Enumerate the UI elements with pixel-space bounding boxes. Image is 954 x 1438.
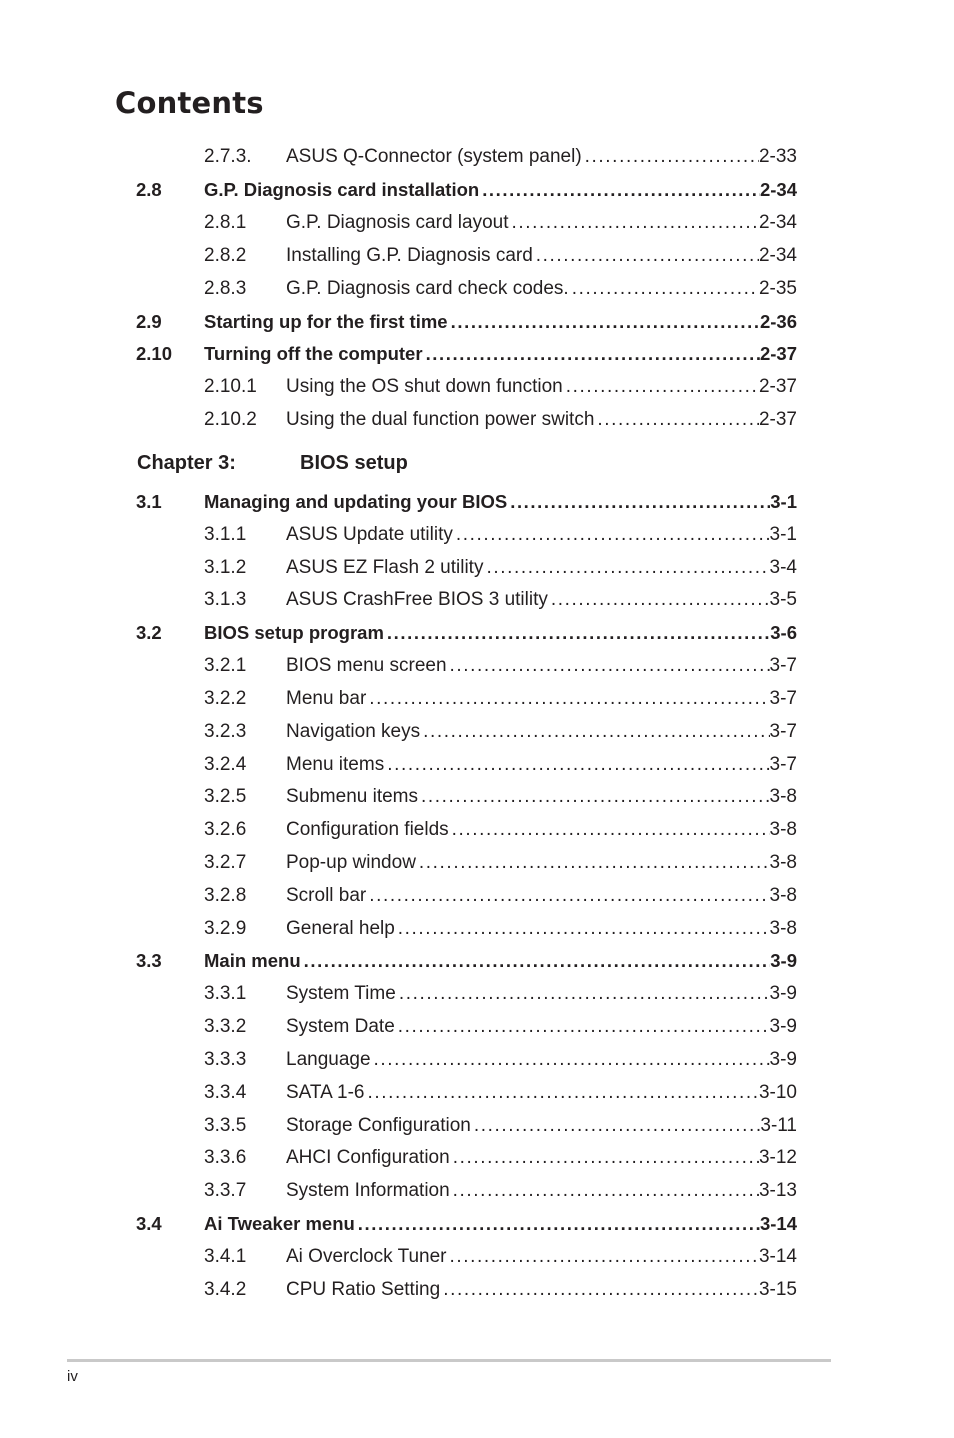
- toc-entry-number: 2.8: [136, 178, 162, 200]
- toc-subsection-entry[interactable]: [0, 206, 954, 239]
- toc-subsection-entry[interactable]: [0, 272, 954, 305]
- toc-entry-title: ASUS Q-Connector (system panel): [286, 146, 582, 167]
- toc-entry-number: 3.2.7: [204, 852, 247, 874]
- toc-entry-leader-line: [204, 173, 797, 206]
- toc-entry-number: 2.7.3.: [204, 146, 252, 167]
- toc-entry-leader-line: [286, 780, 797, 813]
- dot-leader: [384, 616, 770, 649]
- dot-leader: [448, 305, 760, 338]
- toc-subsection-entry[interactable]: [0, 1141, 954, 1174]
- dot-leader: [483, 551, 769, 584]
- toc-subsection-entry[interactable]: [0, 140, 954, 173]
- toc-entry-number: 2.8.1: [204, 211, 247, 233]
- dot-leader: [301, 944, 771, 977]
- toc-subsection-entry[interactable]: [0, 518, 954, 551]
- toc-entry-leader-line: [204, 337, 797, 370]
- toc-entry-title: BIOS menu screen: [286, 655, 447, 677]
- toc-entry-page: 3-5: [769, 589, 797, 611]
- dot-leader: [569, 272, 759, 305]
- dot-leader: [366, 682, 769, 715]
- dot-leader: [447, 1240, 759, 1273]
- dot-leader: [384, 748, 769, 781]
- toc-entry-page: 3-4: [769, 556, 797, 578]
- toc-entry-number: 3.2.3: [204, 720, 247, 742]
- toc-entry-leader-line: [286, 583, 797, 616]
- toc-entry-page: 3-11: [760, 1114, 797, 1136]
- toc-entry-page: 3-7: [769, 720, 797, 742]
- toc-entry-leader-line: [286, 403, 797, 436]
- toc-subsection-entry[interactable]: [0, 879, 954, 912]
- toc-entry-leader-line: [286, 977, 797, 1010]
- toc-entry-title: Using the OS shut down function: [286, 376, 563, 398]
- toc-entry-leader-line: [286, 649, 797, 682]
- toc-entry-title: Main menu: [204, 950, 301, 972]
- toc-entry-page: 3-15: [758, 1278, 797, 1300]
- toc-entry-page: 2-34: [759, 178, 797, 200]
- toc-entry-number: 3.4.2: [204, 1278, 247, 1300]
- dot-leader: [548, 583, 770, 616]
- toc-subsection-entry[interactable]: [0, 1273, 954, 1306]
- toc-entry-title: AHCI Configuration: [286, 1147, 450, 1169]
- toc-subsection-entry[interactable]: [0, 1240, 954, 1273]
- toc-entry-leader-line: [204, 944, 797, 977]
- toc-entry-number: 3.1.3: [204, 589, 247, 611]
- dot-leader: [450, 1141, 759, 1174]
- toc-entry-number: 2.8.2: [204, 244, 247, 266]
- toc-entry-page: 3-9: [770, 950, 797, 972]
- dot-leader: [509, 206, 759, 239]
- toc-entry-leader-line: [286, 140, 797, 173]
- dot-leader: [449, 813, 770, 846]
- toc-entry-leader-line: [286, 748, 797, 781]
- dot-leader: [471, 1109, 761, 1142]
- dot-leader: [453, 518, 770, 551]
- dot-leader: [450, 1174, 759, 1207]
- toc-entry-title: ASUS Update utility: [286, 523, 453, 545]
- toc-entry-number: 3.2: [136, 622, 162, 644]
- toc-entry-title: Installing G.P. Diagnosis card: [286, 244, 533, 266]
- toc-entry-leader-line: [286, 1141, 797, 1174]
- toc-subsection-entry[interactable]: [0, 780, 954, 813]
- dot-leader: [355, 1207, 760, 1240]
- toc-entry-title: Storage Configuration: [286, 1114, 471, 1136]
- toc-entry-number: 3.3.3: [204, 1048, 247, 1070]
- toc-entry-leader-line: [286, 1076, 797, 1109]
- toc-section-entry[interactable]: [0, 173, 954, 206]
- toc-entry-page: 3-1: [770, 491, 797, 512]
- dot-leader: [365, 1076, 759, 1109]
- toc-entry-number: 3.2.2: [204, 687, 247, 709]
- toc-entry-page: 3-8: [769, 819, 797, 841]
- toc-entry-title: Using the dual function power switch: [286, 409, 595, 431]
- toc-entry-title: Pop-up window: [286, 852, 416, 874]
- dot-leader: [582, 140, 759, 173]
- toc-entry-number: 3.1.2: [204, 556, 247, 578]
- toc-entry-page: 3-7: [769, 753, 797, 775]
- toc-section-entry[interactable]: [0, 616, 954, 649]
- dot-leader: [418, 780, 770, 813]
- toc-entry-leader-line: [286, 272, 797, 305]
- toc-subsection-entry[interactable]: [0, 748, 954, 781]
- toc-subsection-entry[interactable]: [0, 977, 954, 1010]
- toc-subsection-entry[interactable]: [0, 715, 954, 748]
- toc-entry-number: 3.2.5: [204, 786, 247, 808]
- toc-entry-leader-line: [286, 912, 797, 945]
- toc-entry-page: 3-8: [769, 884, 797, 906]
- toc-subsection-entry[interactable]: [0, 403, 954, 436]
- toc-entry-page: 3-8: [769, 786, 797, 808]
- toc-subsection-entry[interactable]: [0, 813, 954, 846]
- toc-entry-title: CPU Ratio Setting: [286, 1278, 441, 1300]
- page-title: Contents: [115, 86, 264, 120]
- toc-subsection-entry[interactable]: [0, 1043, 954, 1076]
- toc-entry-page: 3-7: [769, 655, 797, 677]
- toc-entry-page: 3-12: [758, 1147, 797, 1169]
- toc-subsection-entry[interactable]: [0, 682, 954, 715]
- toc-entry-leader-line: [286, 1174, 797, 1207]
- toc-entry-number: 3.3.6: [204, 1147, 247, 1169]
- toc-entry-number: 3.4: [136, 1213, 162, 1235]
- toc-entry-title: ASUS CrashFree BIOS 3 utility: [286, 589, 548, 611]
- toc-entry-title: System Information: [286, 1180, 450, 1202]
- toc-subsection-entry[interactable]: [0, 649, 954, 682]
- toc-subsection-entry[interactable]: [0, 583, 954, 616]
- toc-entry-title: G.P. Diagnosis card check codes.: [286, 277, 569, 299]
- toc-entry-number: 3.3.4: [204, 1081, 247, 1103]
- toc-entry-title: Submenu items: [286, 786, 419, 808]
- dot-leader: [416, 846, 770, 879]
- toc-entry-number: 3.4.1: [204, 1245, 247, 1267]
- toc-entry-leader-line: [286, 1109, 797, 1142]
- toc-entry-title: General help: [286, 917, 395, 939]
- toc-entry-number: 3.3.5: [204, 1114, 247, 1136]
- toc-entry-title: G.P. Diagnosis card layout: [286, 211, 509, 233]
- toc-entry-leader-line: [286, 1273, 797, 1306]
- toc-entry-leader-line: [286, 370, 797, 403]
- toc-entry-leader-line: [286, 846, 797, 879]
- toc-entry-leader-line: [204, 616, 797, 649]
- toc-entry-number: 3.3.1: [204, 983, 247, 1005]
- toc-entry-number: 2.10: [136, 343, 173, 365]
- toc-entry-title: System Time: [286, 983, 396, 1005]
- toc-entry-number: 3.1: [136, 491, 162, 512]
- dot-leader: [594, 403, 759, 436]
- toc-entry-title: Ai Tweaker menu: [204, 1213, 355, 1235]
- toc-entry-number: 2.10.2: [204, 409, 257, 431]
- toc-entry-title: Navigation keys: [286, 720, 421, 742]
- toc-entry-title: System Date: [286, 1016, 395, 1038]
- toc-entry-number: 3.2.6: [204, 819, 247, 841]
- toc-entry-leader-line: [286, 1010, 797, 1043]
- toc-entry-page: 3-9: [769, 983, 797, 1005]
- toc-section-entry[interactable]: [0, 485, 954, 518]
- toc-entry-title: G.P. Diagnosis card installation: [204, 178, 480, 200]
- toc-entry-page: 3-8: [769, 917, 797, 939]
- toc-section-entry[interactable]: [0, 1207, 954, 1240]
- toc-entry-number: 3.3.2: [204, 1016, 247, 1038]
- toc-entry-page: 3-7: [769, 687, 797, 709]
- toc-entry-title: SATA 1-6: [286, 1081, 365, 1103]
- toc-entry-page: 3-14: [759, 1213, 797, 1235]
- toc-entry-page: 2-36: [759, 310, 797, 332]
- toc-entry-leader-line: [204, 1207, 797, 1240]
- toc-entry-number: 3.3: [136, 950, 162, 972]
- dot-leader: [371, 1043, 770, 1076]
- toc-entry-number: 2.8.3: [204, 277, 247, 299]
- chapter-label: Chapter 3:: [137, 452, 236, 474]
- toc-entry-page: 3-9: [769, 1016, 797, 1038]
- toc-section-entry[interactable]: [0, 337, 954, 370]
- dot-leader: [533, 239, 759, 272]
- toc-entry-page: 3-13: [758, 1180, 797, 1202]
- toc-entry-leader-line: [286, 813, 797, 846]
- dot-leader: [395, 912, 770, 945]
- toc-subsection-entry[interactable]: [0, 1010, 954, 1043]
- toc-entry-page: 2-37: [759, 343, 797, 365]
- toc-entry-title: Turning off the computer: [204, 343, 423, 365]
- toc-subsection-entry[interactable]: [0, 1174, 954, 1207]
- toc-subsection-entry[interactable]: [0, 551, 954, 584]
- toc-section-entry[interactable]: [0, 944, 954, 977]
- toc-entry-title: ASUS EZ Flash 2 utility: [286, 556, 484, 578]
- toc-entry-leader-line: [286, 206, 797, 239]
- dot-leader: [507, 485, 770, 518]
- toc-entry-leader-line: [286, 239, 797, 272]
- toc-entry-title: Language: [286, 1048, 371, 1070]
- toc-entry-leader-line: [286, 518, 797, 551]
- chapter-title: BIOS setup: [300, 452, 408, 474]
- toc-subsection-entry[interactable]: [0, 846, 954, 879]
- toc-entry-number: 3.3.7: [204, 1180, 247, 1202]
- toc-entry-leader-line: [204, 305, 797, 338]
- toc-entry-page: 2-37: [758, 409, 797, 431]
- toc-subsection-entry[interactable]: [0, 370, 954, 403]
- dot-leader: [395, 1010, 770, 1043]
- toc-subsection-entry[interactable]: [0, 1109, 954, 1142]
- dot-leader: [440, 1273, 759, 1306]
- toc-entry-page: 3-8: [769, 852, 797, 874]
- toc-entry-page: 2-34: [758, 244, 797, 266]
- dot-leader: [479, 173, 760, 206]
- toc-entry-title: Managing and updating your BIOS: [204, 491, 508, 512]
- toc-entry-leader-line: [286, 682, 797, 715]
- toc-entry-page: 2-33: [758, 146, 797, 167]
- toc-entry-page: 2-34: [758, 211, 797, 233]
- toc-entry-leader-line: [286, 1240, 797, 1273]
- toc-section-entry[interactable]: [0, 305, 954, 338]
- toc-entry-title: BIOS setup program: [204, 622, 384, 644]
- toc-entry-title: Starting up for the first time: [204, 310, 448, 332]
- toc-entry-number: 3.2.4: [204, 753, 247, 775]
- toc-entry-title: Menu items: [286, 753, 385, 775]
- dot-leader: [423, 337, 760, 370]
- toc-entry-page: 2-37: [758, 376, 797, 398]
- dot-leader: [366, 879, 769, 912]
- page-number: iv: [67, 1368, 78, 1385]
- toc-entry-number: 3.2.1: [204, 655, 247, 677]
- toc-entry-leader-line: [204, 485, 797, 518]
- dot-leader: [447, 649, 770, 682]
- toc-entry-page: 3-14: [758, 1245, 797, 1267]
- toc-entry-title: Menu bar: [286, 687, 367, 709]
- dot-leader: [420, 715, 769, 748]
- toc-entry-page: 3-9: [769, 1048, 797, 1070]
- toc-entry-leader-line: [286, 551, 797, 584]
- toc-subsection-entry[interactable]: [0, 912, 954, 945]
- toc-subsection-entry[interactable]: [0, 1076, 954, 1109]
- toc-entry-number: 2.9: [136, 310, 162, 332]
- toc-entry-page: 3-10: [758, 1081, 797, 1103]
- footer-rule: [67, 1359, 831, 1362]
- toc-entry-number: 3.1.1: [204, 523, 247, 545]
- toc-entry-page: 2-35: [758, 277, 797, 299]
- toc-entry-page: 3-1: [769, 523, 797, 545]
- toc-entry-number: 3.2.8: [204, 884, 247, 906]
- toc-subsection-entry[interactable]: [0, 239, 954, 272]
- toc-entry-title: Configuration fields: [286, 819, 449, 841]
- dot-leader: [396, 977, 770, 1010]
- toc-entry-title: Ai Overclock Tuner: [286, 1245, 447, 1267]
- toc-entry-number: 3.2.9: [204, 917, 247, 939]
- toc-entry-leader-line: [286, 1043, 797, 1076]
- toc-entry-title: Scroll bar: [286, 884, 367, 906]
- dot-leader: [563, 370, 759, 403]
- toc-entry-number: 2.10.1: [204, 376, 257, 398]
- toc-entry-leader-line: [286, 879, 797, 912]
- toc-entry-page: 3-6: [770, 622, 797, 644]
- toc-entry-leader-line: [286, 715, 797, 748]
